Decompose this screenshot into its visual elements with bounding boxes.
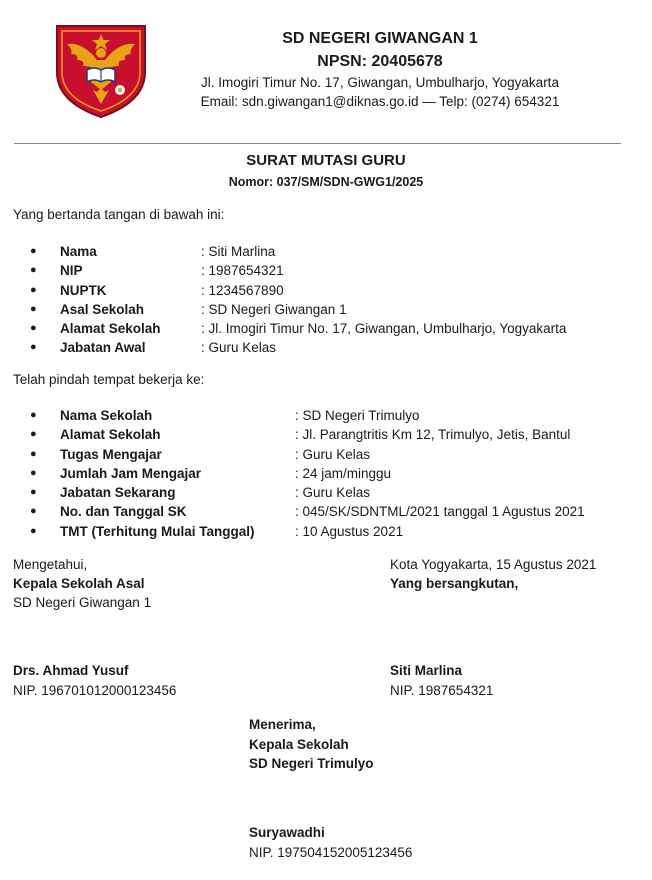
bullet-icon: ● (30, 428, 37, 441)
transfer-intro-text: Telah pindah tempat bekerja ke: (13, 372, 205, 387)
signature-left-nip: NIP. 196701012000123456 (13, 683, 177, 698)
signature-left-school: SD Negeri Giwangan 1 (13, 595, 152, 610)
bullet-icon: ● (30, 524, 37, 537)
field-label: Alamat Sekolah (60, 427, 161, 443)
receiver-school: SD Negeri Trimulyo (249, 756, 374, 771)
bullet-icon: ● (30, 466, 37, 479)
field-label: Nama Sekolah (60, 408, 153, 423)
field-label: Jumlah Jam Mengajar (60, 465, 202, 481)
school-name: SD NEGERI GIWANGAN 1 (282, 30, 478, 47)
field-value: : 10 Agustus 2021 (295, 523, 404, 539)
field-value: : Guru Kelas (295, 485, 371, 501)
receiver-accept: Menerima, (249, 717, 316, 732)
receiver-role: Kepala Sekolah (249, 737, 349, 752)
field-label: Nama (60, 244, 97, 259)
school-emblem (53, 20, 149, 120)
field-value: : SD Negeri Giwangan 1 (201, 301, 347, 317)
bullet-icon: ● (30, 302, 37, 315)
bullet-icon: ● (30, 264, 37, 277)
signature-left-name: Drs. Ahmad Yusuf (13, 663, 129, 678)
bullet-icon: ● (30, 447, 37, 460)
school-contact: Email: sdn.giwangan1@diknas.go.id — Telp: (0274) 654321 (200, 94, 560, 109)
field-label: NIP (60, 263, 83, 279)
bullet-icon: ● (30, 486, 37, 499)
field-value: : Jl. Parangtritis Km 12, Trimulyo, Jetis, Bantul (295, 427, 571, 443)
field-label: TMT (Terhitung Mulai Tanggal) (60, 523, 255, 539)
field-value: : 045/SK/SDNTML/2021 tanggal 1 Agustus 2021 (295, 504, 585, 520)
receiver-name: Suryawadhi (249, 825, 325, 840)
field-label: NUPTK (60, 282, 107, 298)
signature-place-date: Kota Yogyakarta, 15 Agustus 2021 (390, 557, 597, 572)
field-value: : Guru Kelas (295, 446, 371, 462)
document-title: SURAT MUTASI GURU (246, 152, 406, 169)
document-number: Nomor: 037/SM/SDN-GWG1/2025 (228, 175, 424, 189)
school-address: Jl. Imogiri Timur No. 17, Giwangan, Umbulharjo, Yogyakarta (201, 75, 559, 90)
field-label: Asal Sekolah (60, 301, 145, 317)
field-value: : Jl. Imogiri Timur No. 17, Giwangan, Umbulharjo, Yogyakarta (201, 321, 567, 337)
bullet-icon: ● (30, 409, 37, 421)
signature-right-role: Yang bersangkutan, (390, 576, 519, 591)
signature-right-nip: NIP. 1987654321 (390, 683, 494, 698)
signature-left-acknowledge: Mengetahui, (13, 557, 88, 572)
receiver-nip: NIP. 197504152005123456 (249, 845, 413, 860)
field-value: : Siti Marlina (201, 244, 276, 259)
field-label: Alamat Sekolah (60, 321, 161, 337)
bullet-icon: ● (30, 245, 37, 257)
bullet-icon: ● (30, 283, 37, 296)
header-divider (14, 143, 621, 144)
field-label: Jabatan Sekarang (60, 485, 176, 501)
field-value: : 1987654321 (201, 263, 284, 279)
intro-text: Yang bertanda tangan di bawah ini: (13, 207, 225, 222)
field-value: : Guru Kelas (201, 340, 277, 356)
garuda-emblem-icon (53, 20, 149, 120)
signature-right-name: Siti Marlina (390, 663, 463, 678)
field-value: : 24 jam/minggu (295, 465, 392, 481)
field-value: : SD Negeri Trimulyo (295, 408, 420, 423)
bullet-icon: ● (30, 505, 37, 518)
bullet-icon: ● (30, 341, 37, 354)
field-value: : 1234567890 (201, 282, 284, 298)
field-label: No. dan Tanggal SK (60, 504, 187, 520)
field-label: Tugas Mengajar (60, 446, 162, 462)
school-npsn: NPSN: 20405678 (317, 53, 443, 70)
field-label: Jabatan Awal (60, 340, 146, 356)
signature-left-role: Kepala Sekolah Asal (13, 576, 145, 591)
bullet-icon: ● (30, 322, 37, 335)
